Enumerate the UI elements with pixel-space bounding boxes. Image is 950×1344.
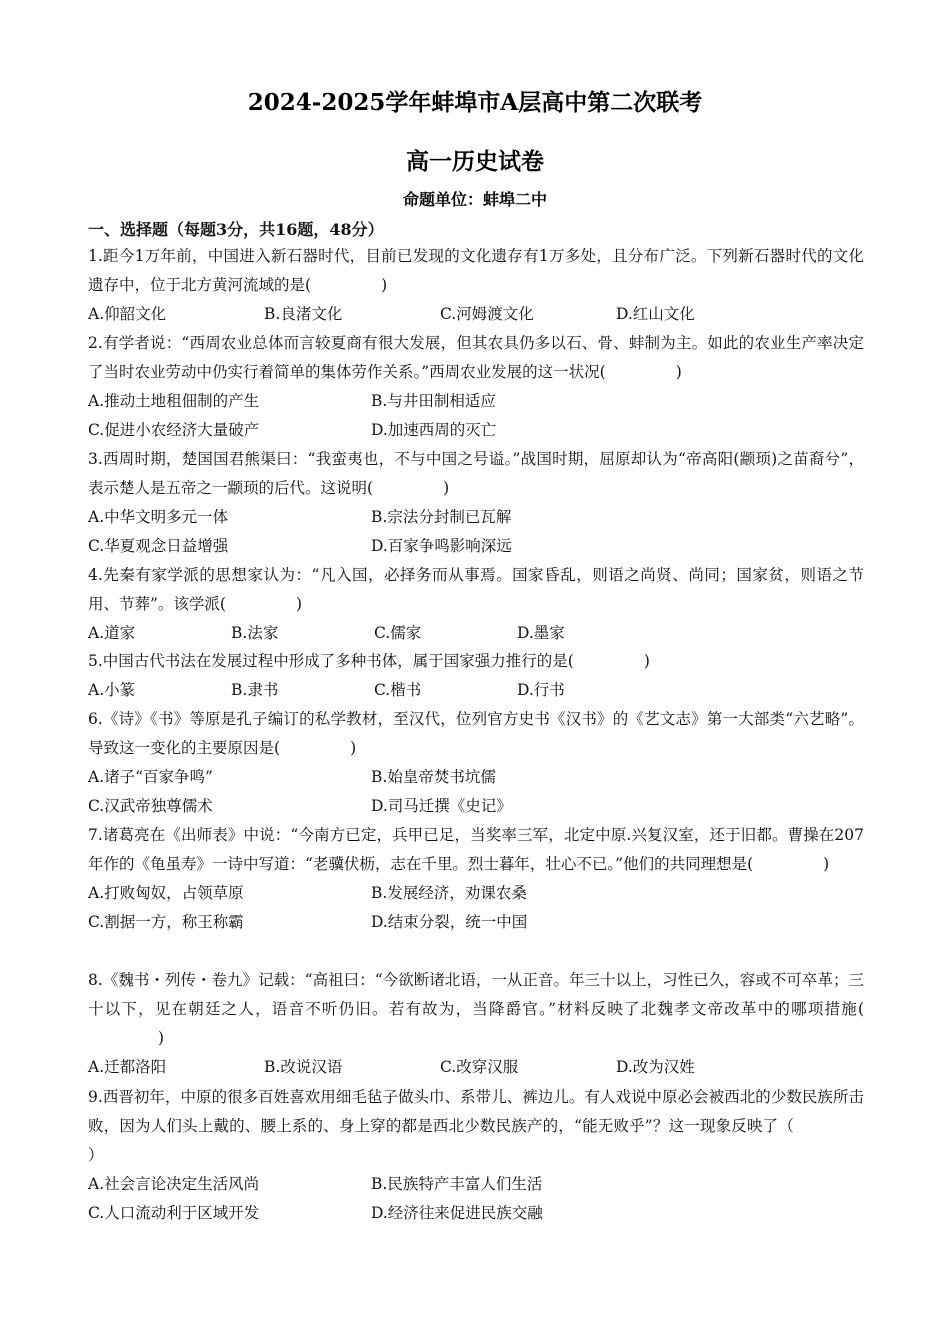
stem-text: 3.西周时期，楚国国君熊渠曰：“我蛮夷也，不与中国之号谥。”战国时期，屈原却认为“帝高阳(颛顼)之苗裔兮”，表示楚人是五帝之一颛顼的后代。这说明( (88, 450, 864, 497)
option-c[interactable]: C.汉武帝独尊儒术 (88, 797, 213, 815)
question-4 (88, 561, 864, 648)
options-row (88, 1199, 864, 1228)
option-b[interactable]: B.发展经济，劝课农桑 (371, 884, 527, 902)
question-stem (88, 329, 864, 387)
option-c[interactable]: C.楷书 (374, 681, 422, 699)
paren-close: ) (643, 652, 650, 670)
stem-text: 7.诸葛亮在《出师表》中说：“今南方已定，兵甲已足，当奖率三军，北定中原.兴复汉室，还于旧都。曹操在207年作的《龟虽寿》一诗中写道：“老骥伏枥，志在千里。烈士暮年，壮心不已。”他们的共同理想是( (88, 826, 864, 873)
question-stem (88, 445, 864, 503)
option-a[interactable]: A.中华文明多元一体 (88, 508, 229, 526)
options-row (88, 908, 864, 937)
question-stem (88, 966, 864, 1053)
options-row (88, 619, 864, 648)
exam-title: 2024-2025学年蚌埠市A层高中第二次联考 (247, 89, 703, 116)
question-stem (88, 821, 864, 879)
stem-text: 9.西晋初年，中原的很多百姓喜欢用细毛毡子做头巾、系带儿、裤边儿。有人戏说中原必会被西北的少数民族所击败，因为人们头上戴的、腰上系的、身上穿的都是西北少数民族产的，“能无败乎”？这一现象反映了（ (88, 1088, 864, 1135)
option-d[interactable]: D.红山文化 (616, 305, 695, 323)
option-d[interactable]: D.经济往来促进民族交融 (371, 1204, 543, 1222)
options-row (88, 792, 864, 821)
question-stem (88, 647, 864, 676)
option-b[interactable]: B.始皇帝焚书坑儒 (371, 768, 496, 786)
option-b[interactable]: B.隶书 (231, 681, 279, 699)
option-d[interactable]: D.加速西周的灭亡 (371, 421, 497, 439)
option-d[interactable]: D.结束分裂，统一中国 (371, 913, 528, 931)
option-a[interactable]: A.道家 (88, 624, 136, 642)
option-a[interactable]: A.打败匈奴，占领草原 (88, 884, 244, 902)
option-c[interactable]: C.河姆渡文化 (440, 305, 534, 323)
paren-close: ) (675, 363, 682, 381)
option-d[interactable]: D.百家争鸣影响深远 (371, 537, 512, 555)
options-row (88, 879, 864, 908)
option-b[interactable]: B.民族特产丰富人们生活 (371, 1175, 543, 1193)
option-c[interactable]: C.儒家 (374, 624, 422, 642)
options-row (88, 763, 864, 792)
stem-text: 6.《诗》《书》等原是孔子编订的私学教材，至汉代，位列官方史书《汉书》的《艺文志》第一大部类“六艺略”。导致这一变化的主要原因是( (88, 710, 864, 757)
paren-close: ） (88, 1146, 104, 1164)
option-d[interactable]: D.司马迁撰《史记》 (371, 797, 512, 815)
option-a[interactable]: A.迁都洛阳 (88, 1058, 167, 1076)
paren-close: ) (443, 479, 450, 497)
question-8 (88, 966, 864, 1082)
question-9 (88, 1083, 864, 1228)
stem-text: 8.《魏书・列传・卷九》记载：“高祖曰：“今欲断诸北语，一从正音。年三十以上，习性已久，容或不可卒革；三十以下，见在朝廷之人，语音不听仍旧。若有故为，当降爵官。”材料反映了北魏孝文帝改革中的哪项措施( (88, 971, 864, 1018)
option-a[interactable]: A.推动土地租佃制的产生 (88, 392, 260, 410)
question-2 (88, 329, 864, 445)
paren-close: ) (350, 739, 357, 757)
question-stem (88, 242, 864, 300)
option-c[interactable]: C.割据一方，称王称霸 (88, 913, 244, 931)
stem-text: 4.先秦有家学派的思想家认为：“凡入国，必择务而从事焉。国家昏乱，则语之尚贤、尚同；国家贫，则语之节用、节葬”。该学派( (88, 566, 864, 613)
options-row (88, 503, 864, 532)
option-b[interactable]: B.法家 (231, 624, 279, 642)
option-a[interactable]: A.小篆 (88, 681, 136, 699)
paren-close: ) (295, 595, 303, 613)
question-3 (88, 445, 864, 561)
stem-text: 1.距今1万年前，中国进入新石器时代，目前已发现的文化遗存有1万多处，且分布广泛。下列新石器时代的文化遗存中，位于北方黄河流域的是( (88, 247, 864, 294)
question-7 (88, 821, 864, 937)
stem-text: 5.中国古代书法在发展过程中形成了多种书体，属于国家强力推行的是( (88, 652, 574, 670)
option-c[interactable]: C.改穿汉服 (440, 1058, 519, 1076)
option-b[interactable]: B.良渚文化 (264, 305, 343, 323)
option-d[interactable]: D.墨家 (517, 624, 565, 642)
option-a[interactable]: A.诸子“百家争鸣” (88, 768, 213, 786)
exam-subtitle: 高一历史试卷 (406, 148, 544, 175)
question-stem (88, 705, 864, 763)
stem-text: 2.有学者说：“西周农业总体而言较夏商有很大发展，但其农具仍多以石、骨、蚌制为主。如此的农业生产率决定了当时农业劳动中仍实行着简单的集体劳作关系。”西周农业发展的这一状况( (88, 334, 864, 381)
options-row (88, 416, 864, 445)
option-b[interactable]: B.与井田制相适应 (371, 392, 496, 410)
options-row (88, 1053, 864, 1082)
option-c[interactable]: C.华夏观念日益增强 (88, 537, 229, 555)
options-row (88, 676, 864, 705)
paren-close: ) (823, 855, 830, 873)
question-6 (88, 705, 864, 821)
options-row (88, 532, 864, 561)
options-row (88, 1170, 864, 1199)
option-b[interactable]: B.宗法分封制已瓦解 (371, 508, 512, 526)
paren-close: ) (158, 1029, 165, 1047)
option-d[interactable]: D.改为汉姓 (616, 1058, 695, 1076)
option-a[interactable]: A.仰韶文化 (88, 305, 167, 323)
paren-close: ) (381, 276, 388, 294)
option-a[interactable]: A.社会言论决定生活风尚 (88, 1175, 260, 1193)
option-c[interactable]: C.促进小农经济大量破产 (88, 421, 260, 439)
author-unit: 命题单位：蚌埠二中 (402, 190, 547, 209)
option-d[interactable]: D.行书 (517, 681, 565, 699)
options-row (88, 387, 864, 416)
question-stem (88, 561, 864, 619)
section-heading: 一、选择题（每题3分，共16题，48分） (88, 220, 384, 239)
question-1 (88, 242, 864, 329)
option-c[interactable]: C.人口流动利于区域开发 (88, 1204, 260, 1222)
question-stem (88, 1083, 864, 1170)
option-b[interactable]: B.改说汉语 (264, 1058, 343, 1076)
options-row (88, 300, 864, 329)
question-5 (88, 647, 864, 705)
